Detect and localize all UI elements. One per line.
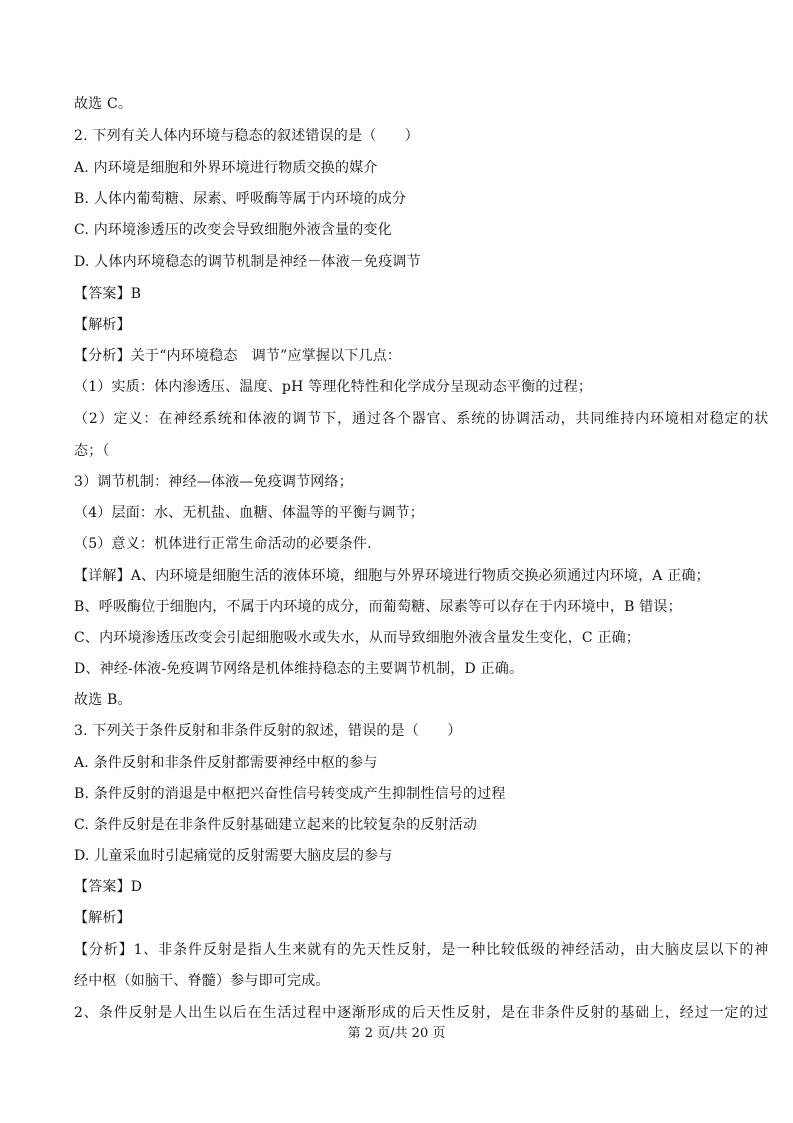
text-line: 2、条件反射是人出生以后在生活过程中逐渐形成的后天性反射，是在非条件反射的基础上，经过一定的过 bbox=[74, 1005, 770, 1021]
text-line: （2）定义：在神经系统和体液的调节下，通过各个器官、系统的协调活动，共同维持内环境相对稳定的状 bbox=[74, 411, 770, 427]
page-number: 第 2 页/共 20 页 bbox=[347, 1026, 446, 1041]
text-line: B、呼吸酶位于细胞内，不属于内环境的成分，而葡萄糖、尿素等可以存在于内环境中，B 错误； bbox=[74, 599, 682, 615]
question-2-stem: 2. 下列有关人体内环境与稳态的叙述错误的是（ ） bbox=[74, 128, 420, 144]
question-3-stem: 3. 下列关于条件反射和非条件反射的叙述，错误的是（ ） bbox=[74, 723, 462, 739]
text-line: D、神经-体液-免疫调节网络是机体维持稳态的主要调节机制，D 正确。 bbox=[74, 661, 524, 677]
option-c: C. 条件反射是在非条件反射基础建立起来的比较复杂的反射活动 bbox=[74, 817, 478, 833]
option-b: B. 条件反射的消退是中枢把兴奋性信号转变成产生抑制性信号的过程 bbox=[74, 786, 506, 802]
answer-label: 【答案】D bbox=[74, 879, 143, 895]
text-line: 【分析】1、非条件反射是指人生来就有的先天性反射，是一种比较低级的神经活动，由大脑皮层以下的神 bbox=[74, 942, 770, 958]
text-line: 故选 B。 bbox=[74, 692, 132, 708]
text-line: 【详解】A、内环境是细胞生活的液体环境，细胞与外界环境进行物质交换必须通过内环境，A 正确； bbox=[74, 568, 710, 584]
text-line: 3）调节机制：神经—体液—免疫调节网络； bbox=[74, 474, 353, 490]
text-line: 经中枢（如脑干、脊髓）参与即可完成。 bbox=[74, 973, 330, 989]
text-line: （1）实质：体内渗透压、温度、pH 等理化特性和化学成分呈现动态平衡的过程； bbox=[74, 379, 593, 395]
analysis-label: 【解析】 bbox=[74, 910, 131, 926]
text-line: （5）意义：机体进行正常生命活动的必要条件. bbox=[74, 536, 372, 552]
option-c: C. 内环境渗透压的改变会导致细胞外液含量的变化 bbox=[74, 222, 392, 238]
option-d: D. 儿童采血时引起痛觉的反射需要大脑皮层的参与 bbox=[74, 848, 393, 864]
analysis-label: 【解析】 bbox=[74, 317, 131, 333]
option-d: D. 人体内环境稳态的调节机制是神经－体液－免疫调节 bbox=[74, 254, 421, 270]
text-line: 故选 C。 bbox=[74, 96, 133, 112]
text-line: 态；（ bbox=[74, 443, 110, 459]
text-line: C、内环境渗透压改变会引起细胞吸水或失水，从而导致细胞外液含量发生变化，C 正确； bbox=[74, 630, 641, 646]
text-line: （4）层面：水、无机盐、血糖、体温等的平衡与调节； bbox=[74, 505, 424, 521]
text-line: 【分析】关于“内环境稳态 调节”应掌握以下几点： bbox=[74, 348, 402, 364]
option-a: A. 条件反射和非条件反射都需要神经中枢的参与 bbox=[74, 755, 378, 771]
option-b: B. 人体内葡萄糖、尿素、呼吸酶等属于内环境的成分 bbox=[74, 191, 407, 207]
option-a: A. 内环境是细胞和外界环境进行物质交换的媒介 bbox=[74, 160, 378, 176]
answer-label: 【答案】B bbox=[74, 286, 142, 302]
